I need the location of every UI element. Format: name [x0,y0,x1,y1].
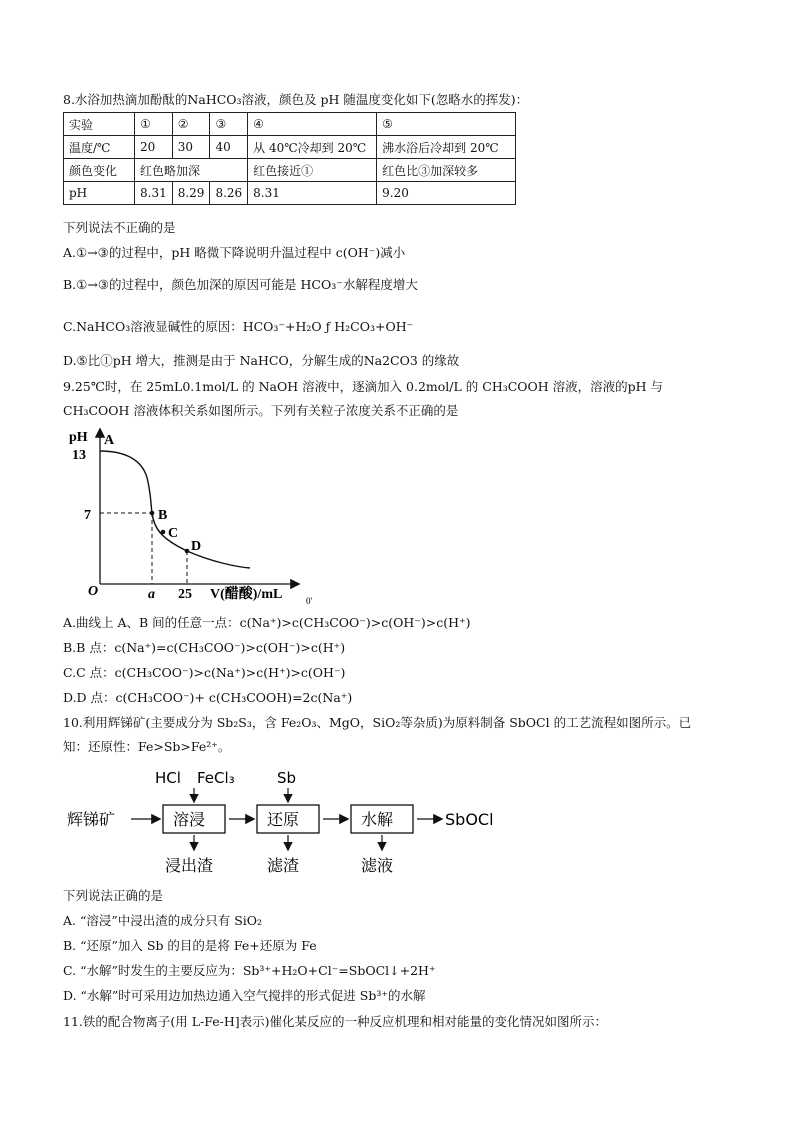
table-cell: ① [135,113,173,136]
y-axis-label: pH [69,430,88,445]
q8-option-c: C.NaHCO₃溶液显碱性的原因：HCO₃⁻+H₂O ƒ H₂CO₃+OH⁻ [63,319,414,334]
output-residue-2: 滤渣 [267,856,300,875]
q8-option-b: B.①→③的过程中，颜色加深的原因可能是 HCO₃⁻水解程度增大 [63,277,418,292]
table-cell: 从 40℃冷却到 20℃ [248,136,377,159]
q10-stem-line2: 知：还原性：Fe>Sb>Fe²⁺。 [63,739,231,754]
q9-option-b: B.B 点：c(Na⁺)=c(CH₃COO⁻)>c(OH⁻)>c(H⁺) [63,640,346,655]
point-b-label: B [158,508,168,523]
table-cell: 红色略加深 [135,159,248,182]
ph-titration-graph [62,424,332,609]
table-cell: 8.29 [172,182,210,205]
q9-option-d: D.D 点：c(CH₃COO⁻)+ c(CH₃COOH)=2c(Na⁺) [63,690,353,705]
corner-mark: 0' [306,596,313,606]
raw-material-label: 辉锑矿 [67,810,116,829]
y-tick-7: 7 [84,508,91,523]
table-cell: 沸水浴后冷却到 20℃ [377,136,516,159]
q8-option-d: D.⑤比①pH 增大，推测是由于 NaHCO，分解生成的Na2CO3 的缘故 [63,353,460,368]
table-cell: 8.26 [210,182,248,205]
q9-option-a: A.曲线上 A、B 间的任意一点：c(Na⁺)>c(CH₃COO⁻)>c(OH⁻)>c(H⁺) [63,615,471,630]
table-cell: 9.20 [377,182,516,205]
point-b-marker [150,511,155,516]
ph-curve [100,451,250,568]
q8-option-a: A.①→③的过程中，pH 略微下降说明升温过程中 c(OH⁻)减小 [63,245,406,260]
point-c-label: C [168,526,179,541]
table-cell: 20 [135,136,173,159]
q11-stem: 11.铁的配合物离子(用 L-Fe-H]表示)催化某反应的一种反应机理和相对能量的变化情况如图所示： [63,1014,608,1029]
table-cell: 红色比③加深较多 [377,159,516,182]
q9-stem-line1: 9.25℃时，在 25mL0.1mol/L 的 NaOH 溶液中，逐滴加入 0.2mol/L 的 CH₃COOH 溶液，溶液的pH 与 [63,379,664,394]
table-cell: ② [172,113,210,136]
origin-label: O [88,584,99,599]
x-tick-25: 25 [178,587,192,602]
reagent-hcl: HCl [155,769,181,787]
table-cell: 温度/℃ [64,136,135,159]
table-row [64,159,516,182]
table-cell: 30 [172,136,210,159]
point-d-label: D [191,539,202,554]
q10-question: 下列说法正确的是 [63,888,164,903]
leaching-label: 溶浸 [173,810,206,829]
q8-question: 下列说法不正确的是 [63,220,176,235]
q10-option-b: B. “还原”加入 Sb 的目的是将 Fe+还原为 Fe [63,938,317,953]
table-cell: ④ [248,113,377,136]
q10-option-c: C. “水解”时发生的主要反应为：Sb³⁺+H₂O+Cl⁻=SbOCl↓+2H⁺ [63,963,436,978]
output-filtrate: 滤液 [361,856,394,875]
table-cell: 8.31 [248,182,377,205]
point-c-marker [161,530,166,535]
hydrolysis-label: 水解 [361,810,394,829]
table-cell: 8.31 [135,182,173,205]
table-row [64,136,516,159]
reagent-fecl3: FeCl₃ [197,769,235,787]
table-cell: 40 [210,136,248,159]
table-cell: ③ [210,113,248,136]
q8-stem: 8.水浴加热滴加酚酞的NaHCO₃溶液，颜色及 pH 随温度变化如下(忽略水的挥发)： [63,92,529,107]
table-cell: 实验 [64,113,135,136]
x-axis-label: V(醋酸)/mL [210,587,283,602]
table-row [64,113,516,136]
point-a-label: A [104,433,115,448]
output-residue-1: 浸出渣 [165,856,214,875]
q10-option-a: A. “溶浸”中浸出渣的成分只有 SiO₂ [63,913,263,928]
process-flow-diagram [63,763,503,878]
q10-stem-line1: 10.利用辉锑矿(主要成分为 Sb₂S₃，含 Fe₂O₃、MgO，SiO₂等杂质)为原料制备 SbOCl 的工艺流程如图所示。已 [63,715,692,730]
y-tick-13: 13 [72,448,86,463]
table-cell: pH [64,182,135,205]
table-cell: ⑤ [377,113,516,136]
table-row [64,182,516,205]
point-d-marker [185,549,190,554]
product-label: SbOCl [445,810,494,829]
q9-option-c: C.C 点：c(CH₃COO⁻)>c(Na⁺)>c(H⁺)>c(OH⁻) [63,665,346,680]
reagent-sb: Sb [277,769,297,787]
table-cell: 红色接近① [248,159,377,182]
q9-stem-line2: CH₃COOH 溶液体积关系如图所示。下列有关粒子浓度关系不正确的是 [63,403,459,418]
experiment-table [63,112,516,205]
reduction-label: 还原 [267,810,300,829]
q10-option-d: D. “水解”时可采用边加热边通入空气搅拌的形式促进 Sb³⁺的水解 [63,988,426,1003]
x-tick-a: a [148,587,155,602]
table-cell: 颜色变化 [64,159,135,182]
